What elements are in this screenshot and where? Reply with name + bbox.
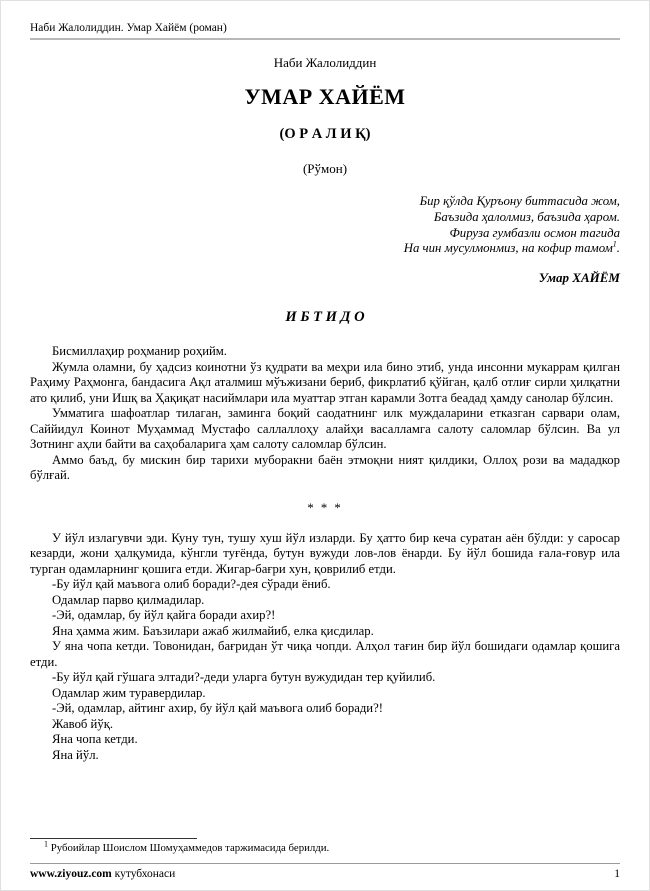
paragraph: Умматига шафоатлар тилаган, заминга боқий саодатнинг илк муждаларини етказган сарвари олам, Саййидул Коинот Муҳаммад Мустафо саллаллоҳу алайҳи васалламга салоту саломлар бўлсин. Ва ул Зотнинг аҳли байти ва саҳобаларига ҳам салоту саломлар бўлсин. [30, 406, 620, 452]
footnote-divider [30, 838, 197, 839]
paragraph: Жавоб йўқ. [52, 716, 114, 731]
page-number: 1 [614, 868, 620, 880]
paragraph: Яна йўл. [52, 747, 99, 762]
paragraph: -Эй, одамлар, бу йўл қайга боради ахир?! [52, 608, 276, 623]
footnote-block [30, 838, 620, 854]
epigraph-line: Баъзида ҳалолмиз, баъзида ҳаром. [433, 209, 620, 224]
paragraph: Одамлар парво қилмадилар. [52, 592, 205, 607]
book-subtitle: (О Р А Л И Қ) [279, 126, 371, 142]
footnote-reference: 1 [612, 240, 617, 250]
epigraph-line: Фируза гумбазли осмон тагида [449, 225, 620, 240]
book-title: УМАР ХАЙЁМ [244, 84, 406, 109]
footnote-text: $^1$ Рубоийлар Шоислом Шомуҳаммедов таржимасида берилди. [44, 839, 330, 854]
paragraph: Одамлар жим туравердилар. [52, 685, 206, 700]
story-text [30, 531, 620, 764]
paragraph: Яна чопа кетди. [52, 732, 138, 747]
epigraph-poem [30, 194, 620, 257]
section-heading: И Б Т И Д О [285, 309, 365, 326]
epigraph-attribution: Умар ХАЙЁМ [538, 270, 620, 286]
footnote-marker: 1 [44, 839, 48, 849]
paragraph: -Бу йўл қай маъвога олиб боради?-дея сўради ёниб. [52, 577, 331, 592]
paragraph: Яна ҳамма жим. Баъзилари ажаб жилмайиб, елка қисдилар. [52, 623, 374, 638]
epigraph-line: Бир қўлда Қуръону биттасида жом, [419, 194, 620, 208]
site-name: www.ziyouz.com [30, 868, 112, 880]
author-name: Наби Жалолиддин [273, 55, 377, 70]
paragraph: Жумла оламни, бу ҳадсиз коинотни ўз қудрати ва меҳри ила бино этиб, унда инсонни мукаррам қилган Раҳиму Раҳмонга, бандасига Ақл аталмиш мўъжизани бериб, фикрлатиб қўйган, қалб отлиғ сирли ҳилқатни ато қилиб, уни Ишқ ва Ҳақиқат насиймлари ила муаттар этган карамли Зотга беадад ҳамду санолар бўлсин. [30, 359, 620, 405]
intro-text [30, 344, 620, 484]
paragraph: Аммо баъд, бу мискин бир тарихи муборакни баён этмоқни ният қилдики, Оллоҳ рози ва мададкор бўлғай. [30, 452, 620, 483]
paragraph: У йўл излагувчи эди. Куну тун, тушу хуш йўл изларди. Бу ҳатто бир кеча суратан аён бўлди: у саросар кезарди, жони ҳалқумида, кўнгли туғёнда, бутун вужуди лов-лов ёнарди. Бу йўл бошида ғала-ғовур ила турган одамларнинг қошига етди. Жигар-бағри хун, қоврилиб етди. [30, 530, 620, 576]
page-footer [30, 863, 620, 880]
asterisk-separator: * * * [307, 500, 343, 515]
footer-library-label: www.ziyouz.com кутубхонаси [30, 868, 176, 880]
paragraph: -Эй, одамлар, айтинг ахир, бу йўл қай маъвога олиб боради?! [52, 701, 383, 716]
paragraph: У яна чопа кетди. Товонидан, бағридан ўт чиқа чопди. Алҳол тағин бир йўл бошидаги одамлар қошига етди. [30, 639, 620, 669]
epigraph-line: На чин мусулмонмиз, на кофир тамом$^1$. [403, 240, 620, 256]
paragraph: -Бу йўл қай гўшага элтади?-деди уларга бутун вужудидан тер қуйилиб. [52, 670, 436, 685]
running-header: Наби Жалолиддин. Умар Хайём (роман) [30, 1, 620, 40]
paragraph: Бисмиллаҳир роҳманир роҳийм. [52, 344, 227, 359]
genre-label: (Рўмон) [302, 161, 348, 176]
